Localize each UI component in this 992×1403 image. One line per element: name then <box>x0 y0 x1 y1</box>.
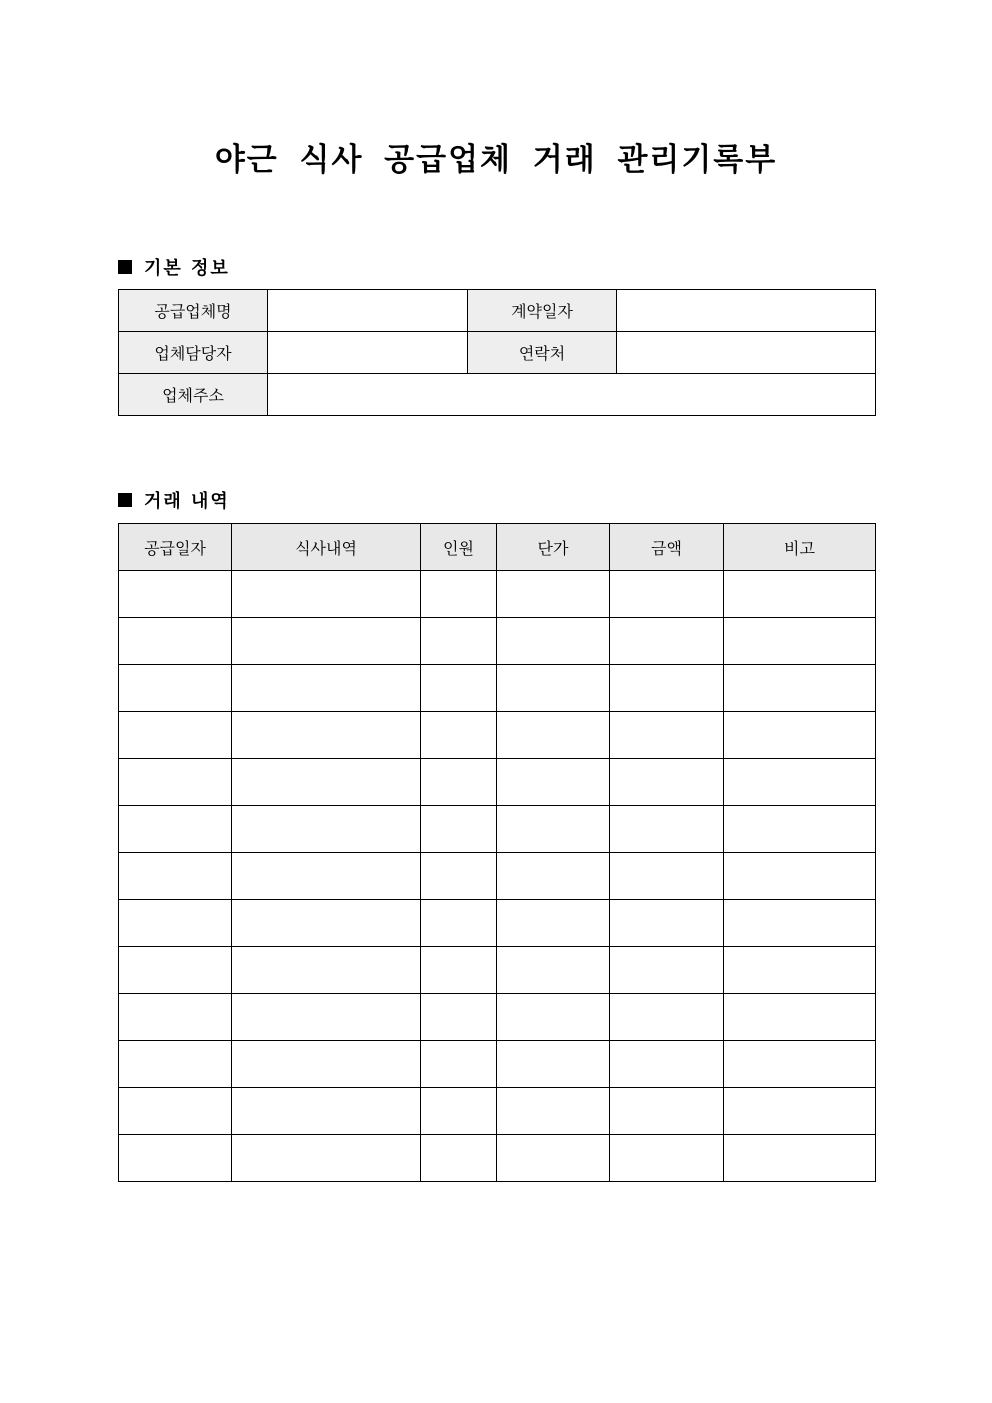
remarks-cell[interactable] <box>724 853 876 900</box>
headcount-cell[interactable] <box>421 1041 497 1088</box>
headcount-cell[interactable] <box>421 994 497 1041</box>
unit-price-cell[interactable] <box>497 994 610 1041</box>
table-row <box>119 806 876 853</box>
meal-details-cell[interactable] <box>232 665 421 712</box>
table-row <box>119 618 876 665</box>
headcount-cell[interactable] <box>421 853 497 900</box>
remarks-cell[interactable] <box>724 1135 876 1182</box>
table-row <box>119 759 876 806</box>
headcount-cell[interactable] <box>421 806 497 853</box>
amount-cell[interactable] <box>610 1135 724 1182</box>
table-row <box>119 571 876 618</box>
headcount-cell[interactable] <box>421 947 497 994</box>
table-row <box>119 900 876 947</box>
headcount-cell[interactable] <box>421 1135 497 1182</box>
label-contact-person: 업체담당자 <box>119 332 268 374</box>
column-header-meal-details: 식사내역 <box>232 524 421 571</box>
label-address: 업체주소 <box>119 374 268 416</box>
amount-cell[interactable] <box>610 806 724 853</box>
unit-price-cell[interactable] <box>497 947 610 994</box>
meal-details-cell[interactable] <box>232 618 421 665</box>
remarks-cell[interactable] <box>724 665 876 712</box>
basic-info-table <box>118 289 876 416</box>
unit-price-cell[interactable] <box>497 759 610 806</box>
section-heading-text: 거래 내역 <box>144 491 230 512</box>
square-bullet-icon <box>118 260 132 274</box>
meal-details-cell[interactable] <box>232 806 421 853</box>
remarks-cell[interactable] <box>724 759 876 806</box>
table-row <box>119 1088 876 1135</box>
label-supplier-name: 공급업체명 <box>119 290 268 332</box>
amount-cell[interactable] <box>610 1041 724 1088</box>
meal-details-cell[interactable] <box>232 900 421 947</box>
remarks-cell[interactable] <box>724 994 876 1041</box>
remarks-cell[interactable] <box>724 806 876 853</box>
info-row <box>119 332 876 374</box>
supply-date-cell[interactable] <box>119 1088 232 1135</box>
section-heading-transactions <box>118 487 230 513</box>
amount-cell[interactable] <box>610 571 724 618</box>
remarks-cell[interactable] <box>724 1088 876 1135</box>
meal-details-cell[interactable] <box>232 759 421 806</box>
amount-cell[interactable] <box>610 947 724 994</box>
supply-date-cell[interactable] <box>119 571 232 618</box>
supply-date-cell[interactable] <box>119 853 232 900</box>
phone-field[interactable] <box>617 332 876 374</box>
headcount-cell[interactable] <box>421 759 497 806</box>
column-header-unit-price: 단가 <box>497 524 610 571</box>
supply-date-cell[interactable] <box>119 994 232 1041</box>
amount-cell[interactable] <box>610 853 724 900</box>
supply-date-cell[interactable] <box>119 1041 232 1088</box>
unit-price-cell[interactable] <box>497 712 610 759</box>
meal-details-cell[interactable] <box>232 1041 421 1088</box>
page-title: 야근 식사 공급업체 거래 관리기록부 <box>214 142 778 178</box>
table-header-row <box>119 524 876 571</box>
unit-price-cell[interactable] <box>497 1041 610 1088</box>
column-header-amount: 금액 <box>610 524 724 571</box>
remarks-cell[interactable] <box>724 618 876 665</box>
remarks-cell[interactable] <box>724 712 876 759</box>
unit-price-cell[interactable] <box>497 806 610 853</box>
unit-price-cell[interactable] <box>497 1135 610 1182</box>
meal-details-cell[interactable] <box>232 571 421 618</box>
remarks-cell[interactable] <box>724 571 876 618</box>
column-header-supply-date: 공급일자 <box>119 524 232 571</box>
remarks-cell[interactable] <box>724 947 876 994</box>
unit-price-cell[interactable] <box>497 571 610 618</box>
supply-date-cell[interactable] <box>119 947 232 994</box>
headcount-cell[interactable] <box>421 618 497 665</box>
amount-cell[interactable] <box>610 618 724 665</box>
supply-date-cell[interactable] <box>119 712 232 759</box>
section-heading-basic-info <box>118 254 230 280</box>
table-row <box>119 665 876 712</box>
supply-date-cell[interactable] <box>119 806 232 853</box>
unit-price-cell[interactable] <box>497 665 610 712</box>
unit-price-cell[interactable] <box>497 618 610 665</box>
unit-price-cell[interactable] <box>497 1088 610 1135</box>
table-row <box>119 712 876 759</box>
headcount-cell[interactable] <box>421 1088 497 1135</box>
table-row <box>119 994 876 1041</box>
amount-cell[interactable] <box>610 1088 724 1135</box>
info-row <box>119 290 876 332</box>
column-header-remarks: 비고 <box>724 524 876 571</box>
meal-details-cell[interactable] <box>232 947 421 994</box>
amount-cell[interactable] <box>610 759 724 806</box>
meal-details-cell[interactable] <box>232 1088 421 1135</box>
contract-date-field[interactable] <box>617 290 876 332</box>
amount-cell[interactable] <box>610 900 724 947</box>
info-row <box>119 374 876 416</box>
amount-cell[interactable] <box>610 712 724 759</box>
supply-date-cell[interactable] <box>119 618 232 665</box>
supplier-name-field[interactable] <box>268 290 468 332</box>
square-bullet-icon <box>118 493 132 507</box>
contact-person-field[interactable] <box>268 332 468 374</box>
supply-date-cell[interactable] <box>119 1135 232 1182</box>
table-row <box>119 1135 876 1182</box>
amount-cell[interactable] <box>610 994 724 1041</box>
section-heading-text: 기본 정보 <box>144 258 230 279</box>
meal-details-cell[interactable] <box>232 853 421 900</box>
supply-date-cell[interactable] <box>119 900 232 947</box>
meal-details-cell[interactable] <box>232 712 421 759</box>
meal-details-cell[interactable] <box>232 994 421 1041</box>
label-contract-date: 계약일자 <box>468 290 617 332</box>
supply-date-cell[interactable] <box>119 759 232 806</box>
supply-date-cell[interactable] <box>119 665 232 712</box>
table-row <box>119 947 876 994</box>
headcount-cell[interactable] <box>421 900 497 947</box>
unit-price-cell[interactable] <box>497 853 610 900</box>
table-row <box>119 853 876 900</box>
transactions-table <box>118 523 876 1182</box>
address-field[interactable] <box>268 374 876 416</box>
headcount-cell[interactable] <box>421 665 497 712</box>
unit-price-cell[interactable] <box>497 900 610 947</box>
label-phone: 연락처 <box>468 332 617 374</box>
table-row <box>119 1041 876 1088</box>
remarks-cell[interactable] <box>724 900 876 947</box>
column-header-headcount: 인원 <box>421 524 497 571</box>
headcount-cell[interactable] <box>421 571 497 618</box>
meal-details-cell[interactable] <box>232 1135 421 1182</box>
amount-cell[interactable] <box>610 665 724 712</box>
headcount-cell[interactable] <box>421 712 497 759</box>
remarks-cell[interactable] <box>724 1041 876 1088</box>
